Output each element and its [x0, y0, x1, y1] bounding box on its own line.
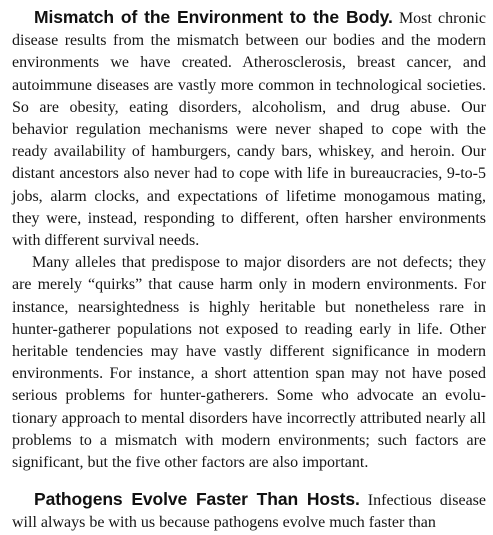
section-mismatch-paragraph-2: Many alleles that predispose to major disorders are not defects; they are merely “quirks” that cause harm only in modern environments. For instance, nearsightedness is highly heritable but nonetheless rare in hunter-gatherer populations not exposed to reading early in life. Other heritable tendencies may have vastly different significance in modern environments. For instance, a short attention span may not have posed serious problems for hunter-gatherers. Some who advocate an evolutionary approach to mental disorders have incorrectly attributed nearly all problems to a mismatch with modern environments; such factors are significant, but the five other factors are also important.: [12, 254, 486, 472]
section-heading-pathogens: Pathogens Evolve Faster Than Hosts.: [34, 489, 360, 510]
section-mismatch-paragraph-1: [12, 6, 486, 252]
section-mismatch-lead-text: Most chronic disease results from the mismatch between our bodies and the modern environments we have created. Atherosclerosis, breast cancer, and autoimmune diseases are vastly more common in technological societies. So are obesity, eating disorders, alcoholism, and drug abuse. Our behavior regulation mechanisms were never shaped to cope with the ready availability of hamburgers, candy bars, whiskey, and heroin. Our distant ancestors also never had to cope with life in bureaucracies, 9-to-5 jobs, alarm clocks, and expectations of lifetime monogamous mating, they were, instead, responding to different, often harsher environments with different survival needs.: [12, 10, 487, 250]
section-spacer: [12, 474, 486, 488]
section-heading-mismatch: Mismatch of the Environment to the Body.: [34, 7, 393, 27]
section-pathogens-lead-text: Infectious disease will always be with us because pathogens evolve much faster than: [12, 492, 487, 532]
document-page: [12, 6, 486, 535]
section-pathogens-paragraph-1: [12, 488, 486, 534]
